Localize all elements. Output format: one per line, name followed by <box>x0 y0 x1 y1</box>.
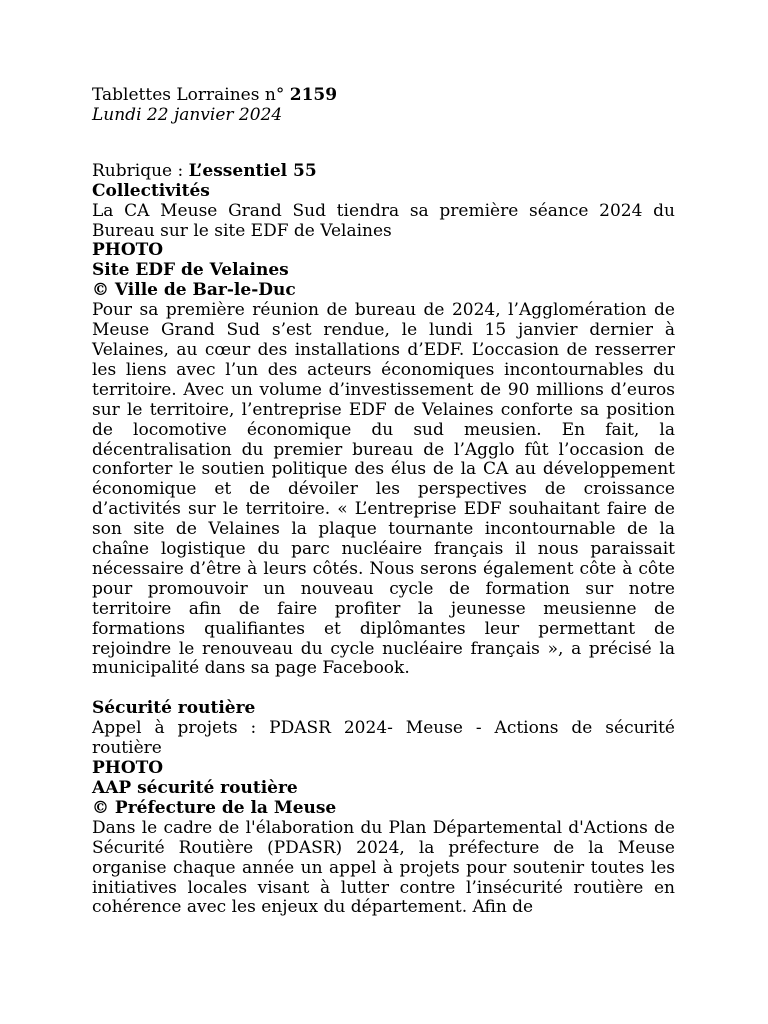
rubric-name: L’essentiel 55 <box>188 160 317 181</box>
article-headline: Appel à projets : PDASR 2024- Meuse - Actions de sécurité routière <box>92 718 675 759</box>
article-collectivites <box>92 182 675 680</box>
issue-date: Lundi 22 janvier 2024 <box>92 104 283 125</box>
photo-label: PHOTO <box>92 758 164 779</box>
photo-credit: © Préfecture de la Meuse <box>92 797 337 818</box>
publication-name: Tablettes Lorraines n° <box>92 85 290 105</box>
rubric-label: Rubrique : <box>92 160 189 181</box>
photo-label: PHOTO <box>92 240 164 261</box>
article-category: Collectivités <box>92 180 210 201</box>
rubric-line <box>92 162 675 182</box>
photo-credit: © Ville de Bar-le-Duc <box>92 280 296 301</box>
article-securite-routiere <box>92 699 675 918</box>
document-page <box>92 86 675 918</box>
photo-caption: AAP sécurité routière <box>92 778 298 798</box>
article-category: Sécurité routière <box>92 698 256 719</box>
article-body: Pour sa première réunion de bureau de 2024, l’Agglomération de Meuse Grand Sud s’est rendue, le lundi 15 janvier dernier à Velaines, au cœur des installations d’EDF. L’occasion de resserrer les liens avec l’un des acteurs économiques incontournables du territoire. Avec un volume d’investissement de 90 millions d’euros sur le territoire, l’entreprise EDF de Velaines conforte sa position de locomotive économique du sud meusien. En fait, la décentralisation du premier bureau de l’Agglo fût l’occasion de conforter le soutien politique des élus de la CA au développement économique et de dévoiler les perspectives de croissance d’activités sur le territoire. « L’entreprise EDF souhaitant faire de son site de Velaines la plaque tournante incontournable de la chaîne logistique du parc nucléaire français il nous paraissait nécessaire d’être à leurs côtés. Nous serons également côte à côte pour promouvoir un nouveau cycle de formation sur notre territoire afin de faire profiter la jeunesse meusienne de formations qualifiantes et diplômantes leur permettant de rejoindre le renouveau du cycle nucléaire français », a précisé la municipalité dans sa page Facebook. <box>92 300 675 679</box>
publication-line <box>92 86 675 106</box>
article-headline: La CA Meuse Grand Sud tiendra sa première séance 2024 du Bureau sur le site EDF de Velaines <box>92 200 675 241</box>
article-body: Dans le cadre de l'élaboration du Plan Départemental d'Actions de Sécurité Routière (PDASR) 2024, la préfecture de la Meuse organise chaque année un appel à projets pour soutenir toutes les initiatives locales visant à lutter contre l’insécurité routière en cohérence avec les enjeux du département. Afin de <box>92 817 675 918</box>
issue-number: 2159 <box>289 85 338 105</box>
photo-caption: Site EDF de Velaines <box>92 260 289 281</box>
